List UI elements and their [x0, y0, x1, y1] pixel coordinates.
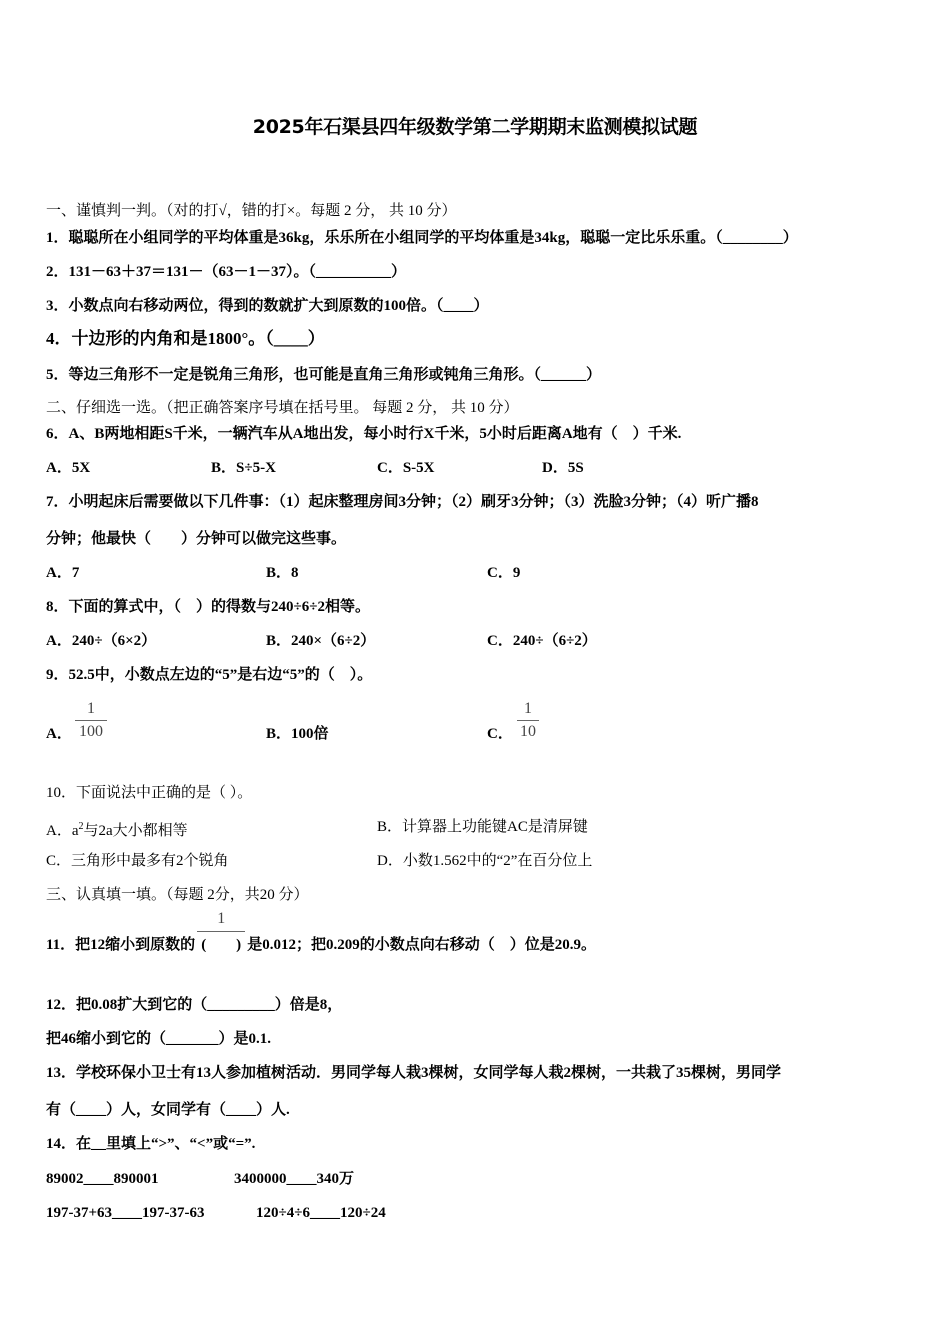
q6-option-c: C．S-5X	[377, 460, 435, 476]
fraction-denominator: 100	[79, 723, 103, 740]
q9-option-a-fraction	[75, 700, 107, 741]
q6-option-a: A．5X	[46, 460, 91, 476]
q7-option-c: C．9	[487, 565, 521, 581]
q10-option-c: C．三角形中最多有2个锐角	[46, 853, 229, 869]
q9-option-a: A．	[46, 726, 72, 742]
q14-compare-2: 3400000____340万	[234, 1171, 355, 1187]
section-1-header: 一、谨慎判一判。（对的打√，错的打×。每题 2 分， 共 10 分）	[46, 203, 457, 219]
fraction-bar	[517, 720, 539, 721]
q6-option-b: B．S÷5-X	[211, 460, 276, 476]
fraction-numerator: 1	[524, 700, 532, 717]
q14-compare-3: 197-37+63____197-37-63	[46, 1205, 205, 1221]
section-2-header: 二、仔细选一选。（把正确答案序号填在括号里。 每题 2 分， 共 10 分）	[46, 400, 519, 416]
q10-option-a	[46, 817, 188, 841]
q11-post: 是0.012；把0.209的小数点向右移动（ ）位是20.9。	[247, 937, 596, 953]
section-3-header: 三、认真填一填。（每题 2分，共20 分）	[46, 887, 309, 903]
fraction-bar	[197, 931, 245, 932]
question-11	[46, 910, 596, 955]
question-13-line1: 13．学校环保小卫士有13人参加植树活动．男同学每人栽3棵树，女同学每人栽2棵树，一共栽了35棵树，男同学	[46, 1065, 782, 1081]
question-12-line2: 把46缩小到它的（_______）是0.1.	[46, 1031, 272, 1047]
exponent: 2	[78, 821, 84, 832]
question-4: 4．十边形的内角和是1800°。（____）	[46, 329, 325, 348]
question-7-line2: 分钟；他最快（ ）分钟可以做完这些事。	[46, 531, 347, 547]
q10-option-b: B．计算器上功能键AC是清屏键	[377, 819, 588, 835]
question-12-line1: 12．把0.08扩大到它的（_________）倍是8，	[46, 997, 343, 1013]
question-10: 10．下面说法中正确的是（ ）。	[46, 785, 253, 801]
q7-option-a: A．7	[46, 565, 80, 581]
page-title: 2025年石渠县四年级数学第二学期期末监测模拟试题	[252, 116, 698, 138]
q9-option-c-fraction	[517, 700, 539, 741]
q11-pre: 11．把12缩小到原数的	[46, 937, 196, 953]
q8-option-c: C．240÷（6÷2）	[487, 633, 597, 649]
q7-option-b: B．8	[266, 565, 299, 581]
q14-compare-1: 89002____890001	[46, 1171, 159, 1187]
q9-option-c: C．	[487, 726, 513, 742]
q11-fraction-blank: 1 ( )	[195, 935, 247, 955]
question-13-line2: 有（____）人，女同学有（____）人.	[46, 1102, 290, 1118]
fraction-denominator: 10	[520, 723, 536, 740]
q8-option-a: A．240÷（6×2）	[46, 633, 157, 649]
question-2: 2．131－63＋37＝131－（63－1－37）。（__________）	[46, 264, 407, 280]
fraction-numerator: 1	[87, 700, 95, 717]
question-8: 8．下面的算式中，（ ）的得数与240÷6÷2相等。	[46, 599, 370, 615]
question-1: 1．聪聪所在小组同学的平均体重是36kg，乐乐所在小组同学的平均体重是34kg，聪聪一定比乐乐重。（________）	[46, 230, 798, 246]
question-14: 14．在__里填上“>”、“<”或“=”.	[46, 1136, 256, 1152]
fraction-numerator: 1	[217, 910, 226, 927]
question-3: 3．小数点向右移动两位，得到的数就扩大到原数的100倍。（____）	[46, 298, 489, 314]
question-7-line1: 7．小明起床后需要做以下几件事：（1）起床整理房间3分钟；（2）刷牙3分钟；（3）洗脸3分钟；（4）听广播8	[46, 494, 759, 510]
q6-option-d: D．5S	[542, 460, 584, 476]
question-9: 9．52.5中，小数点左边的“5”是右边“5”的（ ）。	[46, 667, 373, 683]
q10-option-a-post: 与2a大小都相等	[83, 823, 188, 839]
question-6: 6．A、B两地相距S千米，一辆汽车从A地出发，每小时行X千米，5小时后距离A地有（ ）千米.	[46, 426, 682, 442]
question-5: 5．等边三角形不一定是锐角三角形，也可能是直角三角形或钝角三角形。（______）	[46, 367, 602, 383]
fraction-bar	[75, 720, 107, 721]
q8-option-b: B．240×（6÷2）	[266, 633, 376, 649]
q14-compare-4: 120÷4÷6____120÷24	[256, 1205, 386, 1221]
q10-option-a-pre: A．a	[46, 823, 79, 839]
q9-option-b: B．100倍	[266, 726, 329, 742]
q10-option-d: D．小数1.562中的“2”在百分位上	[377, 853, 593, 869]
